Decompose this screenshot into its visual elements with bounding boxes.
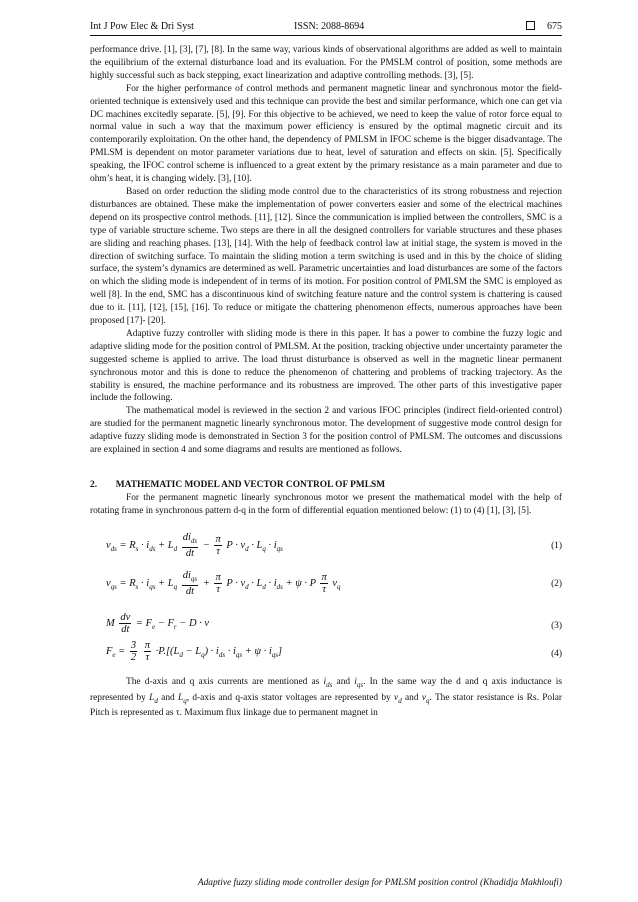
paragraph: Based on order reduction the sliding mode control due to the characteristics of its strong robustness and rejection disturbances are obtained. These make the implementation of power converters easier and some of the electrical machines depend on its prospective control methods. [11], [12]. Since the communication is implied between the controllers, SMC is a type of variable structure scheme. Two steps are there in all the designed controllers for variable structures and these phases are sliding and reaching phases. [13], [14]. With the help of feedback control law at initial stage, the system is moved in the direction of switching surface. To maintain the sliding motion a term switching is used and in this by the choice of sliding surface, the system’s dynamics are determined as well. Parametric uncertainties and load disturbances are some of the factors on which the sliding mode is independent of in terms of its motion. For position control of PMLSM the SMC is employed as well [8]. In the end, SMC has a discontinuous kind of switching feature nature and the control system is chattering is caused due to it. [11], [12], [15], [16]. To reduce or mitigate the chattering phenomenon effects, numerous approaches have been proposed [17]- [20]. [90,186,562,327]
equation-2-expression: $v_{qs} = R_s \cdot i_{qs} + L_q$ $\frac{di_{qs}}{dt}$ + $\frac{\pi}{\tau}$ $P \cdot v_d \cdot L_d \cdot i_{ds} + \psi \cdot P$ $\frac{\pi}{\tau}$ $v_q$ [106,569,341,597]
square-bullet-icon [526,21,535,30]
paragraph: performance drive. [1], [3], [7], [8]. In the same way, various kinds of observational algorithms are added as well to maintain the equilibrium of the external disturbance load and its evaluation. For the PMSLM control of position, some methods are highly successful such as back stepping, exact linearization and adaptive controlling methods. [3], [5]. [90,45,562,81]
closing-paragraph: The d-axis and q axis currents are mentioned as $i_{ds}$ and $i_{qs}$. In the same way the d and q axis inductance is represented by $L_d$ and $L_q$, d-axis and q-axis stator voltages are represented by $v_d$ and $v_q$. The stator resistance is Rs. Polar Pitch is represented as τ. Maximum flux linkage due to permanent magnet in [90,676,562,719]
equation-2 [90,570,562,612]
equation-4-number: (4) [551,648,562,659]
article-body [90,44,562,720]
page-number: 675 [547,21,562,32]
paragraph: Adaptive fuzzy controller with sliding mode is there in this paper. It has a power to combine the fuzzy logic and adaptive sliding mode for the position control of PMLSM. At the position, tracking objective under uncertainty parameter the suggested scheme is applied to arrive. The load thrust disturbance is observed as well in the magnetic linear permanent synchronous motor and this is done to reduce the phenomenon of chattering and problems of tracking trajectory. As the stability is ensured, the machine performance and its robustness are improved. The other parts of this investigative paper include the following. [90,328,562,404]
equation-4-expression: $F_e$ = $\frac{3}{2}$ $\frac{\pi}{\tau}$ $\cdot P.[(L_d - L_q) \cdot i_{ds} \cdot i_{qs} + \psi \cdot i_{qs}]$ [106,639,283,663]
equation-3-expression: M $\frac{dv}{dt}$ = $F_e - F_r - D \cdot v$ [106,611,210,635]
equation-3 [90,612,562,640]
paragraph: The mathematical model is reviewed in the section 2 and various IFOC principles (indirect field-oriented control) are studied for the permanent magnetic linearly synchronous motor. The development of suggestive mode control design for adaptive fuzzy sliding mode is demonstrated in Section 3 for the position control of PMLSM. The outcomes and discussions are explained in section 4 and some diagrams and results are mentioned as follows. [90,406,562,456]
section-intro: For the permanent magnetic linearly synchronous motor we present the mathematical model with the help of rotating frame in synchronous pattern d-q in the form of differential equation mentioned below: (1) to (4) [1], [3], [5]. [90,492,562,516]
equation-4 [90,640,562,676]
header-rule [90,35,562,36]
journal-name: Int J Pow Elec & Dri Syst [90,21,194,32]
equation-1 [90,532,562,566]
page-number-block [526,21,562,32]
issn: ISSN: 2088-8694 [294,21,365,32]
page-header [90,18,562,36]
equation-2-number: (2) [551,578,562,589]
section-heading: 2. MATHEMATIC MODEL AND VECTOR CONTROL OF PMLSM [90,480,386,490]
paragraph: For the higher performance of control methods and permanent magnetic linear and synchronous motor the field-oriented technique is extensively used and this technique can provide the best and similar performance, which one can get via DC machines excitedly separate. [5], [9]. For this objective to be achieved, we need to keep the value of rotor force equal to normal value in such a way that the maximum power efficiency is ensured by the optimal magnetic circuit and its contemporarily exploitation. On the other hand, the dependency of PMLSM in IFOC scheme is the bigger disadvantage. The PMLSM is dependent on motor parameter variations due to heat, level of saturation and effects on skin. [5]. Specifically speaking, the IFOC control scheme is influenced to a great extent by the primary resistance as a main parameter and due to ohm’s heat, it is changing widely. [3], [10]. [90,83,562,185]
page-footer: Adaptive fuzzy sliding mode controller design for PMLSM position control (Khadidja Makhloufi) [197,878,562,888]
equation-1-number: (1) [551,540,562,551]
equation-1-expression: $v_{ds} = R_s \cdot i_{ds} + L_d$ $\frac{di_{ds}}{dt}$ − $\frac{\pi}{\tau}$ $P \cdot v_d \cdot L_q \cdot i_{qs}$ [106,531,283,559]
equation-3-number: (3) [551,620,562,631]
